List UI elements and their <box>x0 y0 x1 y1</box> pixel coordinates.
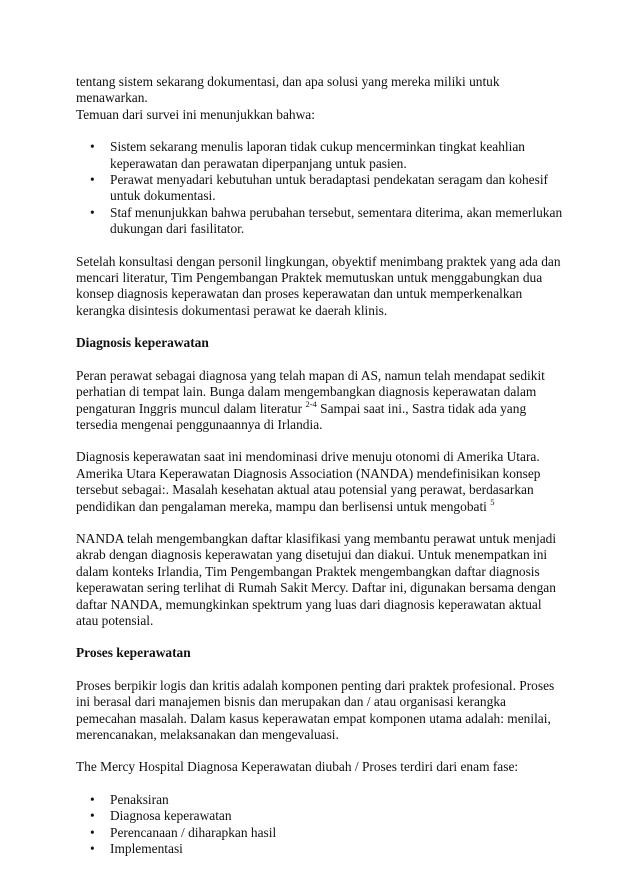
intro-line-2: Temuan dari survei ini menunjukkan bahwa: <box>76 106 315 122</box>
document-page <box>76 74 566 873</box>
list-item: • Sistem sekarang menulis laporan tidak cukup mencerminkan tingkat keahlian keperawatan dan perawatan diperpanjang untuk pasien. <box>76 139 566 172</box>
diagnosis-p1-text-a: Peran perawat sebagai diagnosa yang telah mapan di AS, namun telah mendapat sedikit perhatian di tempat lain. Bunga dalam mengembangkan diagnosis keperawatan dalam pengaturan Inggris muncul dalam literatur <box>76 367 545 416</box>
consultation-paragraph: Setelah konsultasi dengan personil lingkungan, obyektif menimbang praktek yang ada dan mencari literatur, Tim Pengembangan Praktek memutuskan untuk menggabungkan dua konsep diagnosis keperawatan dan proses keperawatan dan untuk memperkenalkan kerangka disintesis dokumentasi perawat ke daerah klinis. <box>76 253 561 318</box>
list-item: • Penaksiran <box>76 792 566 808</box>
diagnosis-p2-text: Diagnosis keperawatan saat ini mendominasi drive menuju otonomi di Amerika Utara. Amerika Utara Keperawatan Diagnosis Association (NANDA) mendefinisikan konsep tersebut sebagai:. Masalah kesehatan aktual atau potensial yang perawat, berdasarkan pendidikan dan pengalaman mereka, mampu dan berlisensi untuk mengobati <box>76 449 541 514</box>
process-paragraph-2: The Mercy Hospital Diagnosa Keperawatan diubah / Proses terdiri dari enam fase: <box>76 759 519 775</box>
list-item: • Implementasi <box>76 841 566 857</box>
section-heading-diagnosis: Diagnosis keperawatan <box>76 335 209 351</box>
citation-superscript: 2-4 <box>305 398 317 409</box>
intro-line-1: tentang sistem sekarang dokumentasi, dan apa solusi yang mereka miliki untuk menawarkan. <box>76 74 500 106</box>
citation-superscript: 5 <box>490 496 495 507</box>
list-item: • Staf menunjukkan bahwa perubahan tersebut, sementara diterima, akan memerlukan dukungan dari fasilitator. <box>76 205 566 238</box>
list-item: • Perawat menyadari kebutuhan untuk beradaptasi pendekatan seragam dan kohesif untuk dokumentasi. <box>76 172 566 205</box>
findings-list <box>76 139 566 237</box>
intro-paragraph <box>76 74 566 123</box>
process-paragraph-1: Proses berpikir logis dan kritis adalah komponen penting dari praktek profesional. Proses ini berasal dari manajemen bisnis dan merupakan dan / atau organisasi kerangka pemecahan masalah. Dalam kasus keperawatan empat komponen utama adalah: menilai, merencanakan, melaksanakan dan mengevaluasi. <box>76 677 555 742</box>
diagnosis-p1-text-b: Sampai saat ini., Sastra tidak ada yang tersedia mengenai penggunaannya di Irlandia. <box>76 400 527 432</box>
list-item: • Diagnosa keperawatan <box>76 808 566 824</box>
list-item: • Perencanaan / diharapkan hasil <box>76 825 566 841</box>
diagnosis-paragraph-3: NANDA telah mengembangkan daftar klasifikasi yang membantu perawat untuk menjadi akrab dengan diagnosis keperawatan yang disetujui dan diakui. Untuk menempatkan ini dalam konteks Irlandia, Tim Pengembangan Praktek mengembangkan daftar diagnosis keperawatan sering terlihat di Rumah Sakit Mercy. Daftar ini, digunakan bersama dengan daftar NANDA, memungkinkan spektrum yang luas dari diagnosis keperawatan aktual atau potensial. <box>76 530 557 628</box>
phases-list <box>76 792 566 858</box>
diagnosis-paragraph-2 <box>76 449 566 515</box>
section-heading-process: Proses keperawatan <box>76 645 191 661</box>
diagnosis-paragraph-1 <box>76 368 566 434</box>
